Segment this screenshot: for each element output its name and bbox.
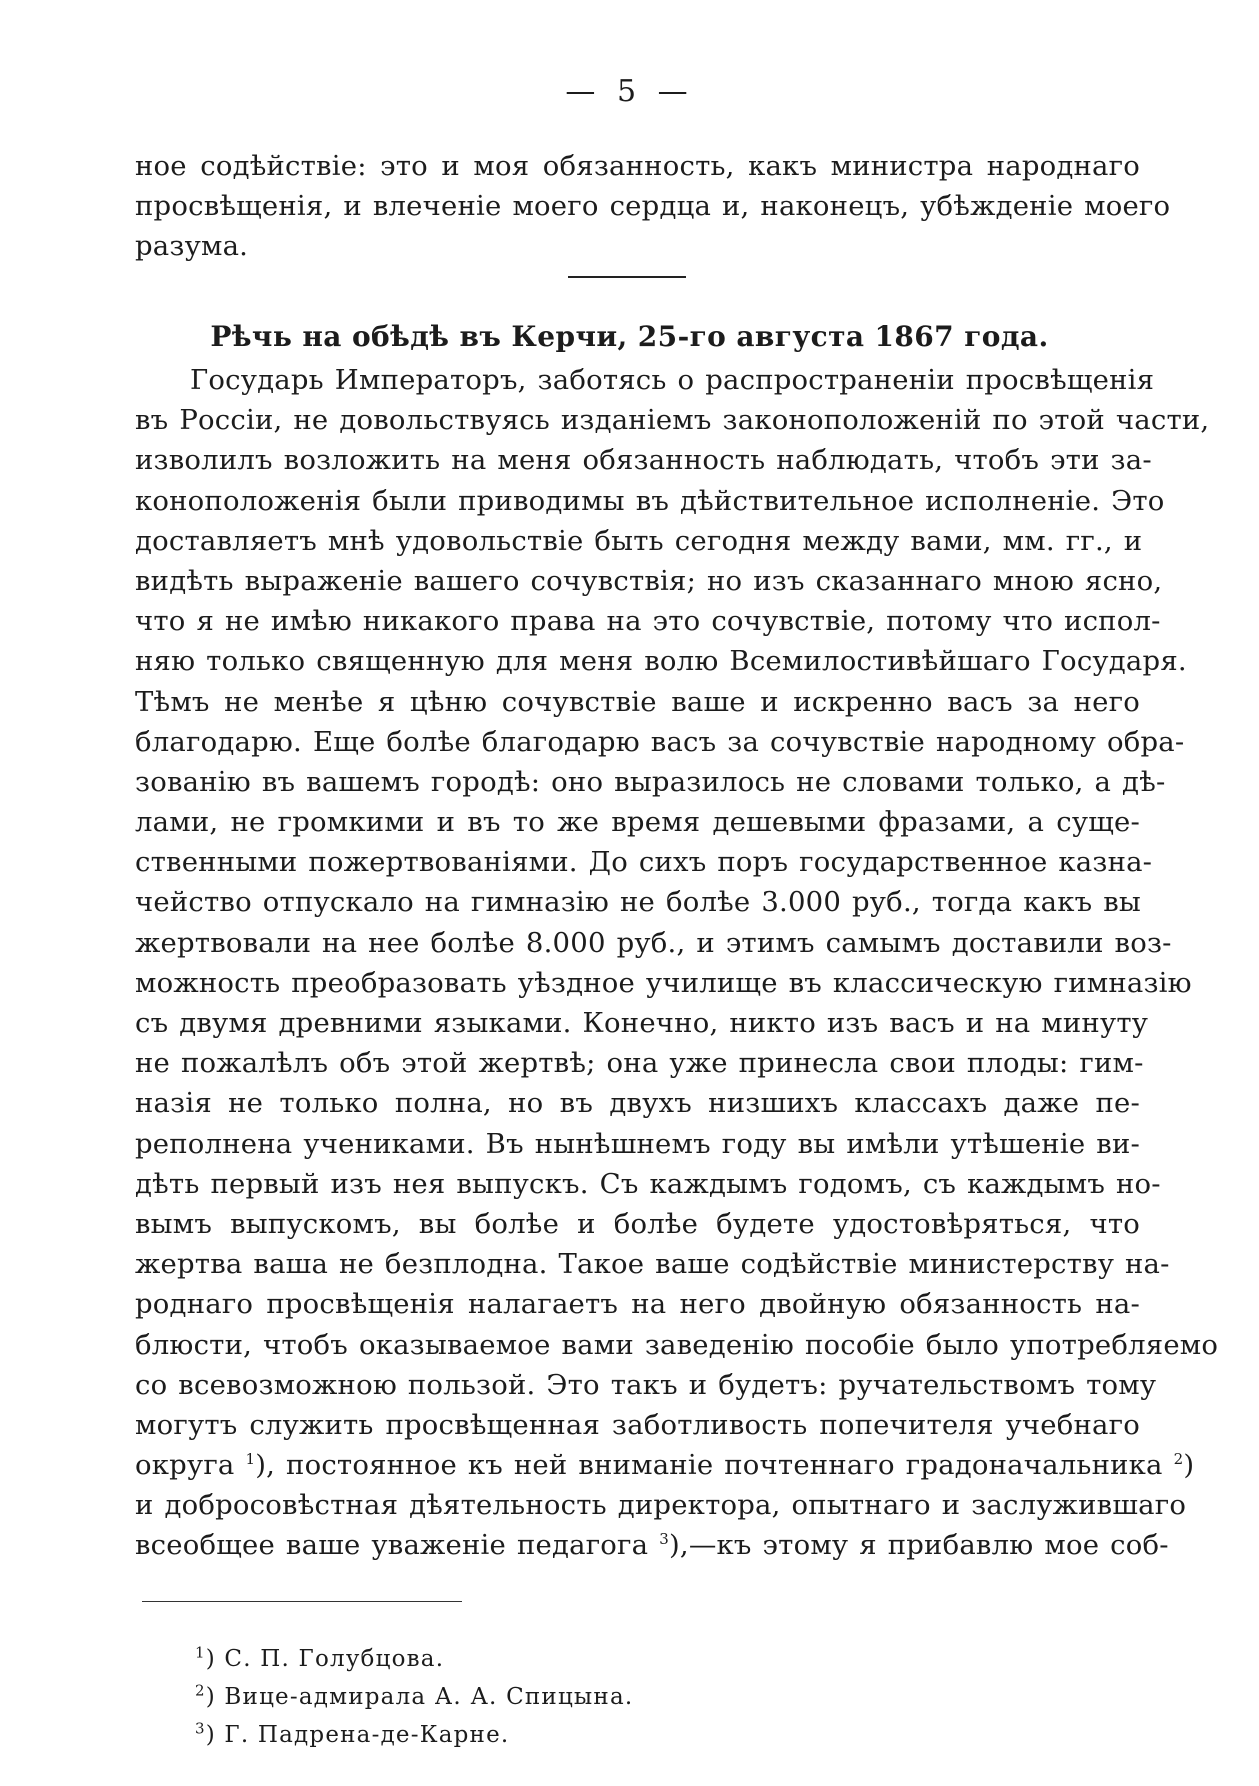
- text-line: и добросовѣстная дѣятельность директора, опытнаго и заслужившаго: [135, 1489, 1187, 1522]
- footnote-rule: [142, 1601, 462, 1602]
- text-line: роднаго просвѣщенія налагаетъ на него двойную обязанность на-: [135, 1288, 1140, 1321]
- text-segment: ),—къ этому я прибавлю мое соб-: [668, 1529, 1169, 1562]
- text-line: можность преобразовать уѣздное училище въ классическую гимназію: [135, 966, 1192, 999]
- speech-paragraph: [135, 360, 1219, 1566]
- text-line: зованію въ вашемъ городѣ: оно выразилось не словами только, а дѣ-: [135, 765, 1166, 798]
- footnote-text: ) Г. Падрена-де-Карне.: [205, 1722, 510, 1748]
- footnote-ref-3[interactable]: 3: [659, 1530, 669, 1549]
- text-line: вымъ выпускомъ, вы болѣе и болѣе будете удостовѣряться, что: [135, 1207, 1140, 1240]
- text-segment: ), постоянное къ ней вниманіе почтеннаго градоначальника: [255, 1449, 1174, 1482]
- text-line: не пожалѣлъ объ этой жертвѣ; она уже принесла свои плоды: гим-: [135, 1047, 1144, 1080]
- footnote-mark: 3: [195, 1719, 206, 1738]
- text-line: что я не имѣю никакого права на это сочувствіе, потому что испол-: [135, 605, 1161, 638]
- footnote-text: ) С. П. Голубцова.: [205, 1646, 445, 1672]
- text-segment: ): [1183, 1449, 1195, 1482]
- text-line: видѣть выраженіе вашего сочувствія; но изъ сказаннаго мною ясно,: [135, 564, 1163, 597]
- text-line: няю только священную для меня волю Всемилостивѣйшаго Государя.: [135, 645, 1187, 678]
- text-line: Государь Императоръ, заботясь о распространеніи просвѣщенія: [190, 364, 1155, 396]
- text-line: могутъ служить просвѣщенная заботливость попечителя учебнаго: [135, 1408, 1140, 1441]
- text-line: со всевозможною пользой. Это такъ и будетъ: ручательствомъ тому: [135, 1368, 1157, 1401]
- text-line: благодарю. Еще болѣе благодарю васъ за сочувствіе народному обра-: [135, 725, 1185, 758]
- footnote-1: [195, 1640, 633, 1678]
- footnote-mark: 2: [195, 1681, 206, 1700]
- footnote-mark: 1: [195, 1643, 206, 1662]
- footnote-3: [195, 1716, 633, 1754]
- text-line: ное содѣйствіе: это и моя обязанность, какъ министра народнаго: [135, 150, 1140, 182]
- text-line: реполнена учениками. Въ нынѣшнемъ году вы имѣли утѣшеніе ви-: [135, 1127, 1140, 1160]
- text-line: Тѣмъ не менѣе я цѣню сочувствіе ваше и искренно васъ за него: [135, 685, 1140, 718]
- intro-paragraph: [135, 146, 1171, 267]
- footnotes: [195, 1640, 633, 1754]
- text-line-footnote-ref: [135, 1525, 1169, 1565]
- footnote-2: [195, 1678, 633, 1716]
- text-line: ственными пожертвованіями. До сихъ поръ государственное казна-: [135, 846, 1153, 879]
- text-line-footnote-refs: [135, 1445, 1195, 1485]
- text-line: коноположенія были приводимы въ дѣйствительное исполненіе. Это: [135, 484, 1165, 517]
- text-line: блюсти, чтобъ оказываемое вами заведенію пособіе было употребляемо: [135, 1328, 1219, 1361]
- text-line: назія не только полна, но въ двухъ низшихъ классахъ даже пе-: [135, 1087, 1140, 1120]
- text-line: изволилъ возложить на меня обязанность наблюдать, чтобъ эти за-: [135, 444, 1152, 477]
- section-divider: [568, 276, 686, 278]
- text-line: просвѣщенія, и влеченіе моего сердца и, наконецъ, убѣжденіе моего: [135, 190, 1171, 223]
- text-line: въ Россіи, не довольствуясь изданіемъ законоположеній по этой части,: [135, 404, 1210, 437]
- footnote-ref-1[interactable]: 1: [245, 1449, 256, 1468]
- text-line: чейство отпускало на гимназію не болѣе 3.000 руб., тогда какъ вы: [135, 886, 1141, 919]
- text-line: жертва ваша не безплодна. Такое ваше содѣйствіе министерству на-: [135, 1248, 1170, 1281]
- text-line: съ двумя древними языками. Конечно, никто изъ васъ и на минуту: [135, 1007, 1149, 1039]
- text-segment: всеобщее ваше уваженіе педагога: [135, 1529, 660, 1562]
- text-line: доставляетъ мнѣ удовольствіе быть сегодня между вами, мм. гг., и: [135, 524, 1143, 557]
- text-line: лами, не громкими и въ то же время дешевыми фразами, а суще-: [135, 806, 1140, 839]
- text-segment: округа: [135, 1449, 246, 1482]
- page-number: — 5 —: [565, 74, 694, 109]
- speech-title: Рѣчь на обѣдѣ въ Керчи, 25-го августа 1867 года.: [210, 320, 1049, 353]
- footnote-ref-2[interactable]: 2: [1173, 1449, 1184, 1468]
- text-line: дѣть первый изъ нея выпускъ. Съ каждымъ годомъ, съ каждымъ но-: [135, 1167, 1161, 1200]
- footnote-text: ) Вице-адмирала А. А. Спицына.: [205, 1684, 634, 1710]
- text-line: жертвовали на нее болѣе 8.000 руб., и этимъ самымъ доставили воз-: [135, 926, 1172, 959]
- text-line: разума.: [135, 230, 249, 263]
